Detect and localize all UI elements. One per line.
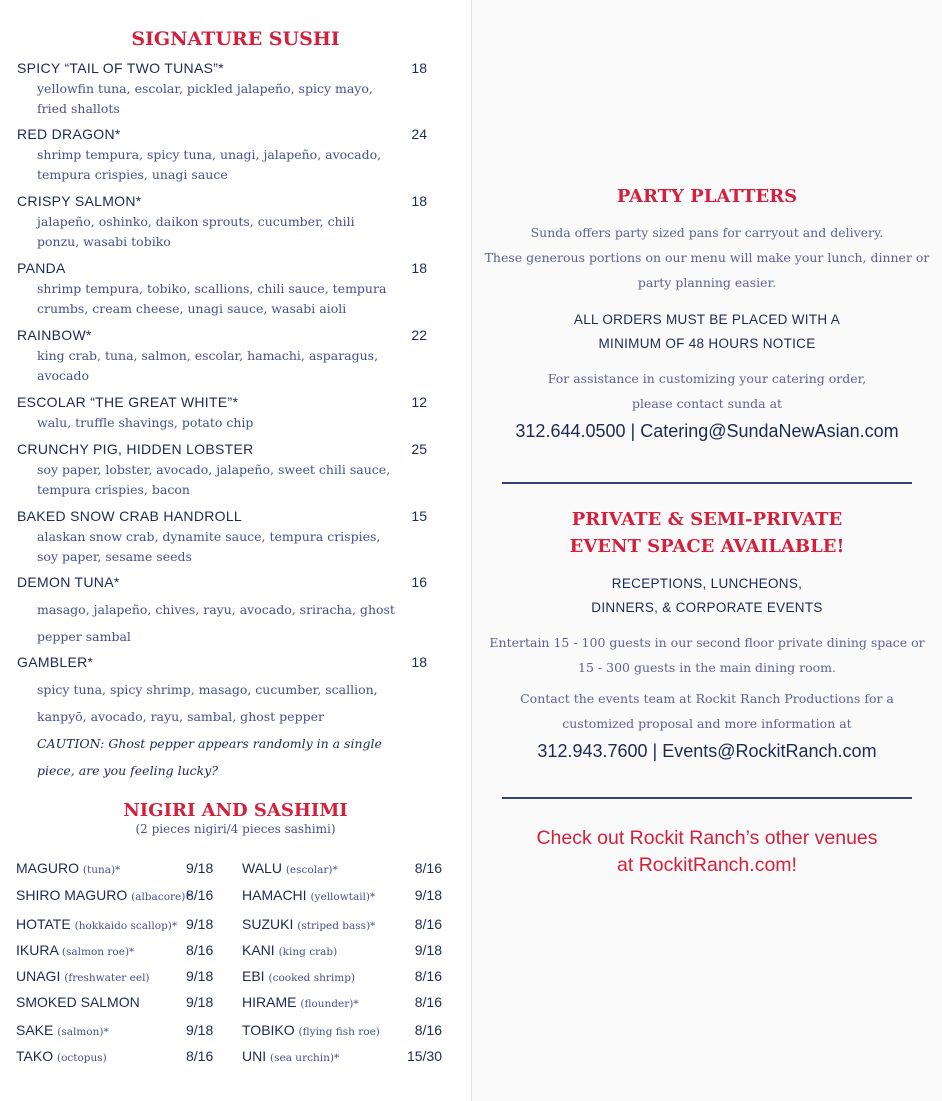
- nigiri-note: (cooked shrimp): [268, 972, 356, 984]
- item-description: king crab, tuna, salmon, escolar, hamachi, asparagus, avocado: [37, 348, 379, 383]
- item-price: 16: [411, 574, 427, 590]
- nigiri-price: 9/18: [186, 1022, 214, 1038]
- menu-item: [17, 574, 427, 650]
- text-line: Check out Rockit Ranch’s other venues: [536, 827, 878, 849]
- item-name: BAKED SNOW CRAB HANDROLL: [17, 508, 243, 524]
- nigiri-price: 9/18: [186, 916, 214, 932]
- item-description: shrimp tempura, spicy tuna, unagi, jalapeño, avocado, tempura crispies, unagi sauce: [37, 147, 382, 182]
- menu-item: [17, 327, 427, 386]
- nigiri-price: 8/16: [186, 1048, 214, 1064]
- nigiri-sashimi-title: NIGIRI AND SASHIMI: [123, 800, 348, 821]
- nigiri-name: TAKO: [16, 1048, 54, 1064]
- table-row: [16, 968, 446, 990]
- event-types: [472, 572, 942, 620]
- nigiri-note: (octopus): [56, 1052, 107, 1064]
- nigiri-price: 8/16: [414, 1022, 442, 1038]
- nigiri-note: (flying fish roe): [298, 1026, 380, 1038]
- nigiri-price: 8/16: [414, 968, 442, 984]
- item-name: ESCOLAR “THE GREAT WHITE”*: [17, 394, 239, 410]
- nigiri-item: [16, 887, 191, 903]
- nigiri-item: [242, 916, 375, 932]
- item-price: 22: [411, 327, 427, 343]
- item-price: 18: [411, 193, 427, 209]
- menu-item: [17, 654, 427, 784]
- item-description: spicy tuna, spicy shrimp, masago, cucumber, scallion, kanpyō, avocado, rayu, sambal, ghost pepper: [37, 682, 378, 724]
- nigiri-name: IKURA: [16, 942, 59, 958]
- nigiri-note: (flounder)*: [300, 998, 359, 1010]
- signature-sushi-title: SIGNATURE SUSHI: [131, 28, 340, 50]
- nigiri-item: [242, 942, 337, 958]
- item-description: jalapeño, oshinko, daikon sprouts, cucumber, chili ponzu, wasabi tobiko: [37, 214, 355, 249]
- nigiri-price: 9/18: [186, 994, 214, 1010]
- caution-note: CAUTION: Ghost pepper appears randomly in a single piece, are you feeling lucky?: [37, 736, 382, 778]
- nigiri-price: 9/18: [186, 968, 214, 984]
- nigiri-name: WALU: [242, 860, 282, 876]
- nigiri-price: 15/30: [406, 1048, 442, 1064]
- item-price: 18: [411, 654, 427, 670]
- nigiri-name: TOBIKO: [242, 1022, 295, 1038]
- text-line: at RockitRanch.com!: [617, 854, 797, 876]
- text-line: Sunda offers party sized pans for carryout and delivery.: [530, 225, 884, 240]
- nigiri-note: (salmon)*: [57, 1026, 109, 1038]
- nigiri-name: SMOKED SALMON: [16, 994, 140, 1010]
- order-notice: [472, 308, 942, 356]
- text-line: 15 - 300 guests in the main dining room.: [578, 660, 836, 675]
- nigiri-item: [16, 968, 150, 984]
- nigiri-note: (hokkaido scallop)*: [74, 920, 178, 932]
- item-name: RED DRAGON*: [17, 126, 121, 142]
- nigiri-name: KANI: [242, 942, 275, 958]
- text-line: party planning easier.: [637, 275, 777, 290]
- item-price: 25: [411, 441, 427, 457]
- nigiri-item: [16, 860, 120, 876]
- nigiri-note: (striped bass)*: [297, 920, 376, 932]
- nigiri-item: [16, 1022, 109, 1038]
- nigiri-item: [242, 1048, 339, 1064]
- catering-assist-text: [482, 366, 932, 416]
- item-name: CRUNCHY PIG, HIDDEN LOBSTER: [17, 441, 254, 457]
- nigiri-name: HIRAME: [242, 994, 297, 1010]
- nigiri-price: 8/16: [414, 916, 442, 932]
- item-description: yellowfin tuna, escolar, pickled jalapeño, spicy mayo, fried shallots: [37, 81, 373, 116]
- item-price: 18: [411, 260, 427, 276]
- nigiri-note: (albacore)*: [131, 891, 191, 903]
- catering-contact[interactable]: 312.644.0500 | Catering@SundaNewAsian.com: [515, 421, 899, 441]
- right-panel: [472, 0, 942, 1101]
- nigiri-name: SHIRO MAGURO: [16, 887, 128, 903]
- text-line: Contact the events team at Rockit Ranch Productions for a: [520, 691, 894, 706]
- menu-item: [17, 193, 427, 252]
- event-space-title: [472, 506, 942, 560]
- nigiri-item: [16, 916, 177, 932]
- nigiri-name: SUZUKI: [242, 916, 294, 932]
- nigiri-name: SAKE: [16, 1022, 54, 1038]
- text-line: Entertain 15 - 100 guests in our second floor private dining space or: [489, 635, 925, 650]
- text-line: MINIMUM OF 48 HOURS NOTICE: [598, 336, 816, 351]
- item-name: GAMBLER*: [17, 654, 94, 670]
- table-row: [16, 887, 446, 909]
- nigiri-note: (freshwater eel): [64, 972, 150, 984]
- text-line: These generous portions on our menu will make your lunch, dinner or: [484, 250, 930, 265]
- section-divider: [502, 797, 912, 799]
- item-description: shrimp tempura, tobiko, scallions, chili sauce, tempura crumbs, cream cheese, unagi sauce, wasabi aioli: [37, 281, 387, 316]
- item-price: 18: [411, 60, 427, 76]
- table-row: [16, 1048, 446, 1070]
- events-team-text: [482, 686, 932, 736]
- item-price: 12: [411, 394, 427, 410]
- item-name: CRISPY SALMON*: [17, 193, 142, 209]
- nigiri-item: [16, 994, 140, 1010]
- table-row: [16, 1022, 446, 1044]
- item-description: alaskan snow crab, dynamite sauce, tempura crispies, soy paper, sesame seeds: [37, 529, 381, 564]
- nigiri-name: UNAGI: [16, 968, 61, 984]
- menu-item: [17, 508, 427, 567]
- text-line: EVENT SPACE AVAILABLE!: [569, 536, 845, 557]
- nigiri-item: [16, 1048, 107, 1064]
- nigiri-name: HOTATE: [16, 916, 71, 932]
- text-line: ALL ORDERS MUST BE PLACED WITH A: [573, 312, 841, 327]
- nigiri-note: (king crab): [278, 946, 338, 958]
- item-description: masago, jalapeño, chives, rayu, avocado, sriracha, ghost pepper sambal: [37, 602, 395, 644]
- events-contact[interactable]: 312.943.7600 | Events@RockitRanch.com: [537, 741, 877, 761]
- nigiri-item: [242, 887, 375, 903]
- party-platters-title: PARTY PLATTERS: [616, 186, 798, 207]
- menu-item: [17, 126, 427, 185]
- table-row: [16, 994, 446, 1016]
- nigiri-note: (escolar)*: [285, 864, 338, 876]
- nigiri-item: [242, 1022, 380, 1038]
- nigiri-sashimi-subtitle: (2 pieces nigiri/4 pieces sashimi): [135, 822, 336, 836]
- section-divider: [502, 482, 912, 484]
- nigiri-name: UNI: [242, 1048, 267, 1064]
- nigiri-price: 8/16: [186, 942, 214, 958]
- item-price: 24: [411, 126, 427, 142]
- nigiri-price: 8/16: [414, 860, 442, 876]
- nigiri-note: (sea urchin)*: [270, 1052, 340, 1064]
- table-row: [16, 916, 446, 938]
- nigiri-note: (tuna)*: [82, 864, 121, 876]
- nigiri-price: 9/18: [186, 860, 214, 876]
- nigiri-item: [16, 942, 134, 958]
- item-price: 15: [411, 508, 427, 524]
- text-line: DINNERS, & CORPORATE EVENTS: [591, 600, 823, 615]
- text-line: For assistance in customizing your catering order,: [547, 371, 867, 386]
- table-row: [16, 860, 446, 882]
- item-name: DEMON TUNA*: [17, 574, 120, 590]
- nigiri-note: (yellowtail)*: [310, 891, 376, 903]
- nigiri-item: [242, 860, 338, 876]
- nigiri-item: [242, 994, 359, 1010]
- text-line: RECEPTIONS, LUNCHEONS,: [611, 576, 803, 591]
- menu-item: [17, 260, 427, 319]
- nigiri-name: MAGURO: [16, 860, 79, 876]
- nigiri-price: 9/18: [414, 887, 442, 903]
- nigiri-name: EBI: [242, 968, 265, 984]
- nigiri-price: 8/16: [186, 887, 214, 903]
- item-description: soy paper, lobster, avocado, jalapeño, sweet chili sauce, tempura crispies, bacon: [37, 462, 391, 497]
- item-description: walu, truffle shavings, potato chip: [37, 415, 254, 430]
- menu-item: [17, 60, 427, 119]
- item-name: RAINBOW*: [17, 327, 92, 343]
- nigiri-note: (salmon roe)*: [61, 946, 135, 958]
- nigiri-item: [242, 968, 355, 984]
- nigiri-price: 9/18: [414, 942, 442, 958]
- table-row: [16, 942, 446, 964]
- text-line: customized proposal and more information at: [562, 716, 852, 731]
- text-line: PRIVATE & SEMI-PRIVATE: [571, 509, 843, 530]
- party-platters-description: [482, 220, 932, 295]
- item-name: SPICY “TAIL OF TWO TUNAS”*: [17, 60, 224, 76]
- item-name: PANDA: [17, 260, 66, 276]
- nigiri-name: HAMACHI: [242, 887, 307, 903]
- nigiri-price: 8/16: [414, 994, 442, 1010]
- menu-item: [17, 394, 427, 433]
- text-line: please contact sunda at: [631, 396, 783, 411]
- venues-callout[interactable]: [472, 825, 942, 879]
- menu-item: [17, 441, 427, 500]
- event-capacity-text: [482, 630, 932, 680]
